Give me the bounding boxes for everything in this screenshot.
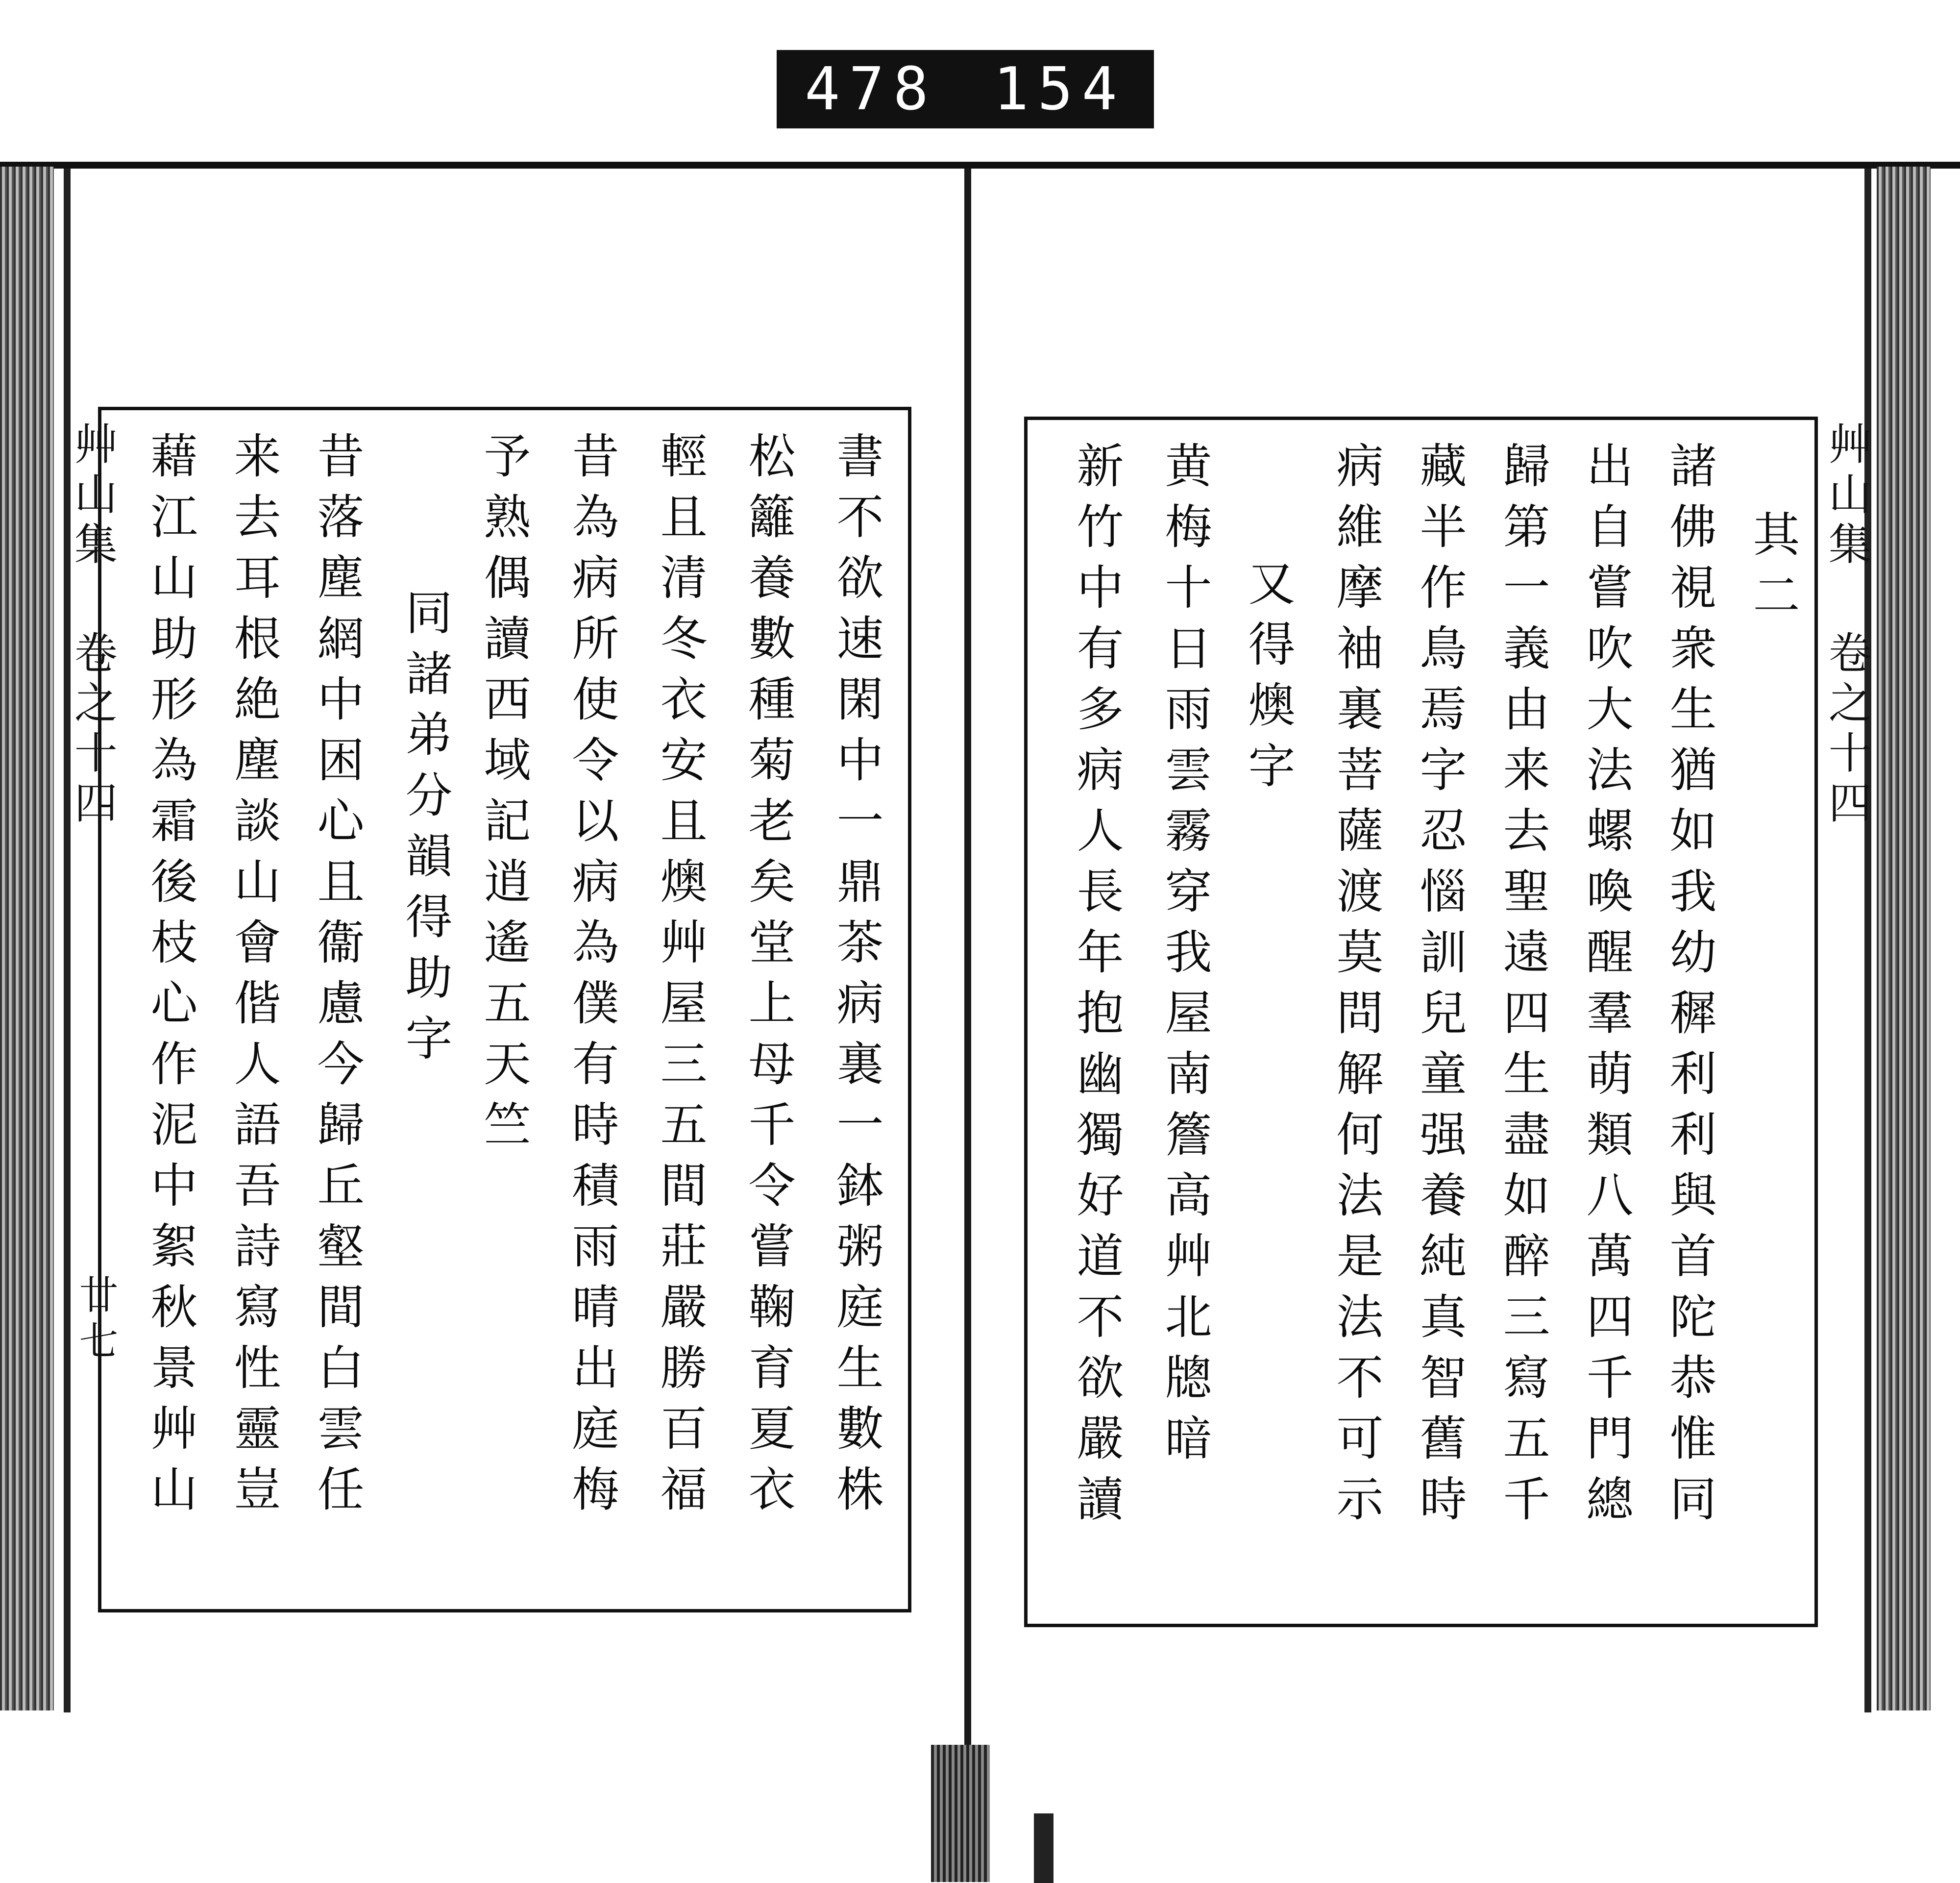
left-folio-number: 廿七 — [73, 1274, 118, 1366]
bookmark-tassel — [931, 1745, 990, 1882]
right-column-3: 出自嘗吹大法螺喚醒羣萌類八萬四千門總 — [1579, 441, 1634, 1535]
bookmark-cord — [1034, 1813, 1054, 1883]
right-column-7-heading: 又得燠字 — [1241, 559, 1296, 802]
left-margin-title: 艸山集卷之十四 — [67, 421, 118, 830]
left-column-3: 輕且清冬衣安且燠艸屋三五間莊嚴勝百福 — [653, 431, 708, 1525]
left-column-4: 昔為病所使令以病為僕有時積雨晴出庭梅 — [564, 431, 619, 1525]
left-page-edge — [0, 167, 54, 1710]
right-column-1-heading: 其二 — [1745, 510, 1800, 631]
right-column-9: 新竹中有多病人長年抱幽獨好道不欲嚴讀 — [1069, 441, 1124, 1535]
left-column-7: 昔落塵網中困心且衞慮今歸丘壑間白雲任 — [310, 431, 365, 1525]
catalog-number-tag — [777, 50, 1154, 128]
right-column-8: 黄梅十日雨雲霧穿我屋南簷高艸北牕暗 — [1157, 441, 1212, 1474]
left-column-9: 藉江山助形為霜後枝心作泥中絮秋景艸山 — [143, 431, 198, 1525]
catalog-number-right: 154 — [993, 55, 1126, 124]
left-column-2: 松籬養數種菊老矣堂上母千令嘗鞠育夏衣 — [741, 431, 796, 1525]
right-page-edge — [1877, 167, 1931, 1710]
book-top-edge — [0, 162, 1960, 169]
catalog-number-left: 478 — [805, 55, 937, 124]
right-column-6: 病維摩袖裏菩薩渡莫問解何法是法不可示 — [1329, 441, 1384, 1535]
left-column-1: 書不欲速閑中一鼎茶病裏一鉢粥庭生數株 — [829, 431, 884, 1525]
right-column-5: 藏半作鳥焉字忍惱訓兒童强養純真智舊時 — [1412, 441, 1467, 1535]
left-column-8: 来去耳根絶塵談山會偕人語吾詩寫性靈豈 — [226, 431, 281, 1525]
left-column-6-heading: 同諸弟分韻得助字 — [398, 588, 453, 1074]
book-gutter — [964, 169, 971, 1776]
right-margin-title: 艸山集卷之十四 — [1821, 421, 1872, 830]
left-column-5: 予熟偶讀西域記逍遙五天竺 — [476, 431, 531, 1161]
right-column-4: 歸第一義由来去聖遠四生盡如醉三寫五千 — [1495, 441, 1550, 1535]
right-column-2: 諸佛視衆生猶如我幼穉利利與首陀恭惟同 — [1662, 441, 1717, 1535]
